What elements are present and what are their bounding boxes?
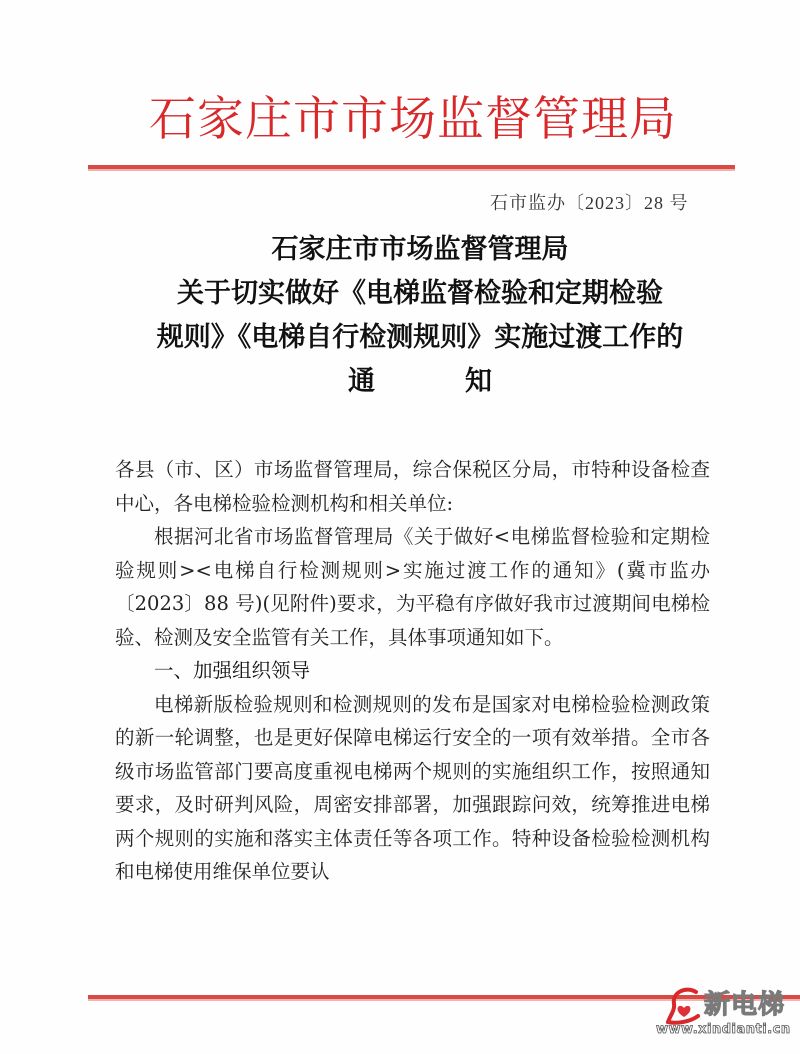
section-1-paragraph: 电梯新版检验规则和检测规则的发布是国家对电梯检验检测政策的新一轮调整，也是更好保障电梯运行安全的一项有效举措。全市各级市场监管部门要高度重视电梯两个规则的实施组织工作，按照通知要求，及时研判风险，周密安排部署，加强跟踪问效，统筹推进电梯两个规则的实施和落实主体责任等各项工作。特种设备检验检测机构和电梯使用维保单位要认	[115, 692, 710, 883]
intro-paragraph: 根据河北省市场监督管理局《关于做好<电梯监督检验和定期检验规则><电梯自行检测规则>实施过渡工作的通知》(冀市监办〔2023〕88 号)(见附件)要求，为平稳有序做好我市过渡期间电梯检验、检测及安全监管有关工作，具体事项通知如下。	[115, 525, 710, 649]
document-title	[110, 228, 730, 404]
site-watermark	[656, 982, 800, 1052]
watermark-brand-name: 新电梯	[704, 990, 786, 1020]
title-line-2: 关于切实做好《电梯监督检验和定期检验	[177, 278, 663, 309]
letterhead-issuer: 石家庄市市场监督管理局	[149, 92, 677, 147]
title-notice-char-2: 知	[465, 366, 492, 397]
elevator-heart-logo-icon	[666, 986, 702, 1026]
document-body	[115, 453, 710, 889]
watermark-url: www.xindianti.cn	[656, 1022, 791, 1037]
letterhead-red-rule	[88, 165, 735, 169]
title-notice	[110, 360, 730, 404]
section-1-heading: 一、加强组织领导	[154, 659, 311, 682]
document-number: 石市监办〔2023〕28 号	[490, 193, 689, 213]
addressees: 各县（市、区）市场监督管理局，综合保税区分局，市特种设备检查中心，各电梯检验检测机构和相关单位:	[115, 458, 710, 515]
title-line-3: 规则》《电梯自行检测规则》实施过渡工作的	[156, 322, 684, 353]
title-line-1: 石家庄市市场监督管理局	[271, 234, 569, 265]
title-notice-char-1: 通	[348, 366, 375, 397]
